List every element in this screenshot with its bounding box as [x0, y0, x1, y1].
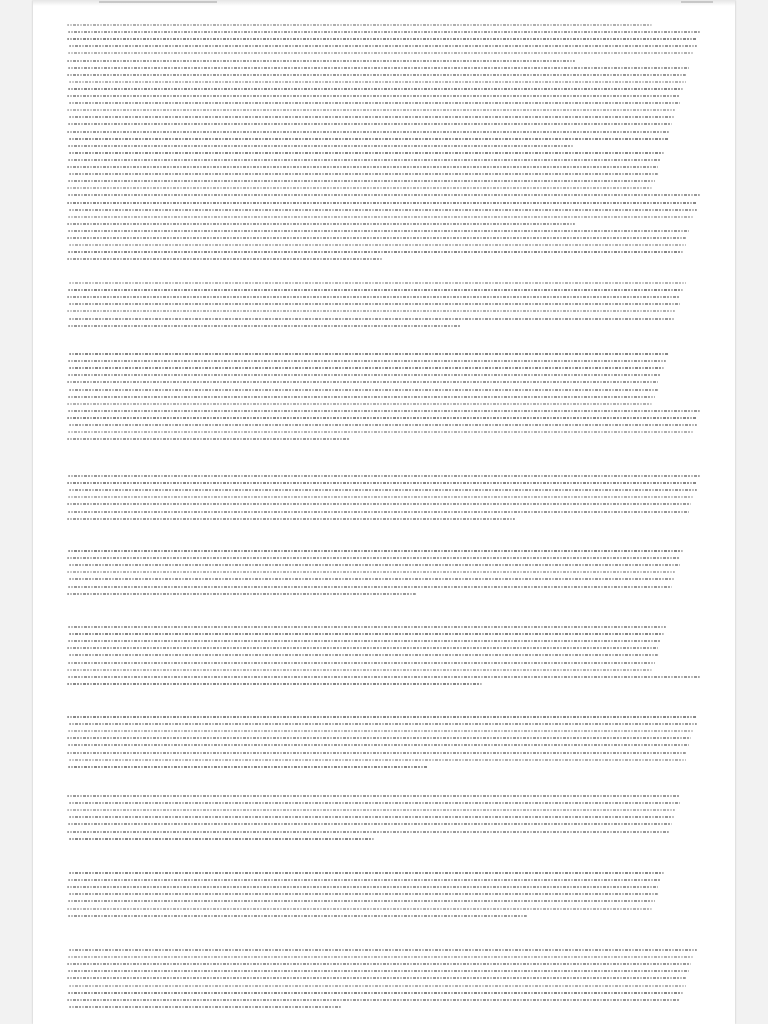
text-line	[67, 503, 691, 505]
text-line	[67, 202, 697, 204]
text-line	[67, 310, 675, 312]
text-line	[69, 985, 686, 987]
text-paragraph	[67, 550, 703, 602]
text-paragraph	[67, 716, 703, 775]
text-line	[68, 374, 661, 376]
text-line	[67, 74, 686, 76]
text-line	[67, 716, 697, 718]
text-line	[68, 992, 683, 994]
text-paragraph	[67, 282, 703, 334]
text-line	[69, 489, 697, 491]
text-line	[67, 417, 697, 419]
text-line	[67, 795, 680, 797]
text-line	[67, 809, 675, 811]
text-paragraph	[67, 872, 703, 924]
text-line	[68, 31, 700, 33]
text-line	[67, 647, 658, 649]
text-line	[69, 353, 669, 355]
top-right-text-fragment	[681, 1, 713, 3]
text-line	[67, 131, 669, 133]
text-line	[67, 258, 383, 260]
text-line	[69, 318, 675, 320]
text-line	[68, 970, 689, 972]
text-line	[67, 296, 680, 298]
text-line	[69, 816, 675, 818]
text-line	[67, 886, 658, 888]
text-line	[67, 482, 697, 484]
text-line	[67, 831, 669, 833]
text-line	[69, 152, 664, 154]
text-line	[68, 744, 689, 746]
text-line	[69, 303, 680, 305]
text-line	[68, 823, 672, 825]
text-line	[68, 550, 683, 552]
text-line	[68, 360, 666, 362]
text-line	[69, 654, 658, 656]
text-line	[68, 766, 428, 768]
text-line	[68, 194, 700, 196]
text-line	[68, 145, 574, 147]
text-line	[68, 159, 661, 161]
text-line	[67, 963, 691, 965]
text-line	[69, 102, 680, 104]
text-line	[68, 475, 700, 477]
text-line	[68, 900, 655, 902]
top-left-text-fragment	[99, 1, 217, 3]
text-paragraph	[67, 626, 703, 692]
text-line	[69, 367, 664, 369]
text-line	[68, 662, 655, 664]
text-line	[68, 123, 672, 125]
text-line	[67, 60, 575, 62]
text-line	[68, 52, 694, 54]
text-line	[68, 640, 661, 642]
text-line	[68, 879, 661, 881]
text-line	[69, 838, 374, 840]
text-line	[69, 389, 658, 391]
text-line	[67, 752, 686, 754]
document-page	[33, 0, 735, 1024]
text-line	[67, 737, 691, 739]
text-line	[67, 38, 697, 40]
text-line	[69, 244, 686, 246]
text-line	[69, 759, 686, 761]
text-line	[68, 180, 655, 182]
text-line	[67, 403, 652, 405]
text-line	[68, 88, 683, 90]
text-line	[67, 109, 675, 111]
text-line	[67, 223, 575, 225]
text-paragraph	[67, 795, 703, 847]
text-line	[67, 593, 416, 595]
text-line	[69, 1006, 341, 1008]
text-line	[69, 723, 697, 725]
text-line	[68, 956, 694, 958]
text-line	[68, 431, 694, 433]
text-line	[68, 289, 683, 291]
text-line	[67, 669, 652, 671]
text-line	[67, 95, 680, 97]
text-line	[67, 999, 680, 1001]
text-line	[69, 578, 675, 580]
text-paragraph	[67, 353, 703, 448]
text-line	[67, 908, 652, 910]
text-line	[68, 496, 694, 498]
text-line	[67, 683, 482, 685]
text-line	[67, 237, 686, 239]
text-paragraph	[67, 949, 703, 1015]
text-line	[67, 24, 652, 26]
text-line	[68, 325, 461, 327]
text-line	[67, 438, 350, 440]
text-line	[68, 67, 689, 69]
text-line	[68, 396, 655, 398]
text-line	[69, 282, 686, 284]
text-line	[69, 872, 664, 874]
text-line	[68, 216, 694, 218]
text-line	[69, 633, 664, 635]
text-line	[67, 187, 652, 189]
text-line	[68, 410, 700, 412]
text-line	[69, 564, 680, 566]
text-line	[69, 209, 697, 211]
text-line	[69, 949, 697, 951]
text-line	[69, 424, 697, 426]
text-paragraph	[67, 475, 703, 527]
text-line	[68, 626, 666, 628]
text-line	[67, 977, 686, 979]
text-line	[69, 81, 686, 83]
text-line	[67, 571, 675, 573]
text-line	[68, 676, 700, 678]
text-line	[68, 511, 689, 513]
text-line	[68, 251, 683, 253]
text-line	[68, 230, 689, 232]
text-line	[68, 586, 672, 588]
text-line	[68, 915, 527, 917]
text-line	[69, 802, 680, 804]
text-line	[69, 173, 658, 175]
text-line	[68, 730, 694, 732]
text-line	[67, 166, 658, 168]
text-line	[67, 557, 680, 559]
text-line	[69, 138, 669, 140]
text-paragraph	[67, 24, 703, 268]
text-line	[69, 45, 697, 47]
text-line	[67, 518, 515, 520]
text-line	[69, 893, 658, 895]
text-line	[67, 381, 658, 383]
text-line	[69, 116, 675, 118]
